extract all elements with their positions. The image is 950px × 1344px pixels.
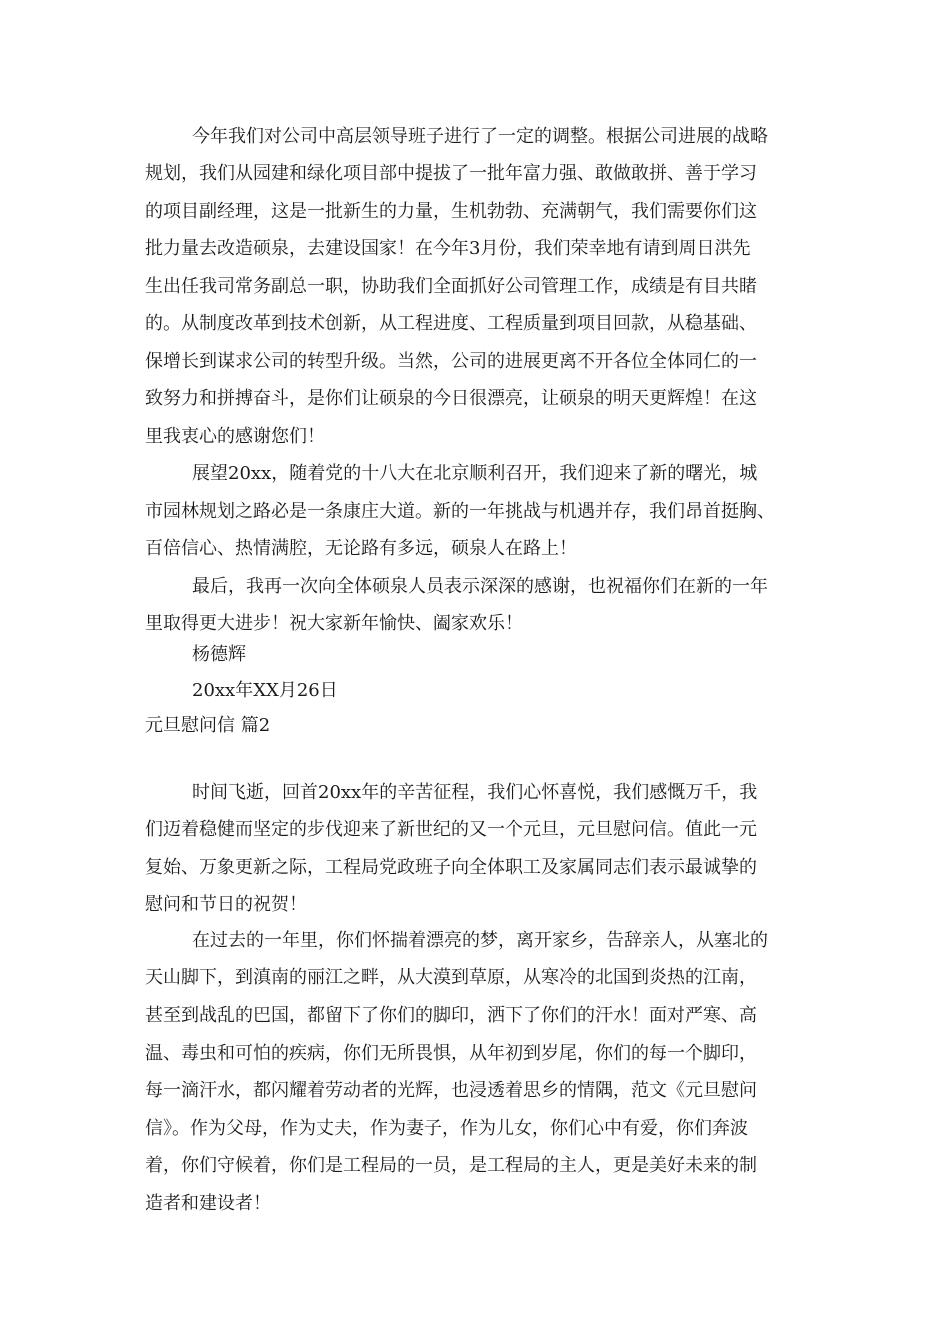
paragraph-line: 温、毒虫和可怕的疾病，你们无所畏惧，从年初到岁尾，你们的每一个脚印， bbox=[145, 1043, 757, 1064]
paragraph-line: 里取得更大进步！祝大家新年愉快、阖家欢乐！ bbox=[145, 613, 523, 634]
section-title: 元旦慰问信 篇2 bbox=[145, 715, 271, 736]
paragraph-line: 时间飞逝，回首20xx年的辛苦征程，我们心怀喜悦，我们感慨万千，我 bbox=[192, 782, 758, 803]
paragraph-line: 生出任我司常务副总一职，协助我们全面抓好公司管理工作，成绩是有目共睹 bbox=[145, 276, 757, 297]
paragraph-line: 里我衷心的感谢您们！ bbox=[145, 426, 325, 447]
paragraph-line: 规划，我们从园建和绿化项目部中提拔了一批年富力强、敢做敢拼、善于学习 bbox=[145, 163, 757, 184]
signature: 杨德辉 bbox=[192, 644, 246, 665]
paragraph-line: 着，你们守候着，你们是工程局的一员，是工程局的主人，更是美好未来的制 bbox=[145, 1155, 757, 1176]
paragraph-line: 慰问和节日的祝贺！ bbox=[145, 894, 307, 915]
paragraph-line: 每一滴汗水，都闪耀着劳动者的光辉，也浸透着思乡的情隅，范文《元旦慰问 bbox=[145, 1080, 757, 1101]
paragraph-line: 批力量去改造硕泉，去建设国家！在今年3月份，我们荣幸地有请到周日洪先 bbox=[145, 238, 751, 259]
paragraph-line: 复始、万象更新之际，工程局党政班子向全体职工及家属同志们表示最诚挚的 bbox=[145, 857, 757, 878]
paragraph-line: 信》。作为父母，作为丈夫，作为妻子，作为儿女，你们心中有爱，你们奔波 bbox=[145, 1118, 748, 1139]
paragraph-line: 百倍信心、热情满腔，无论路有多远，硕泉人在路上！ bbox=[145, 538, 577, 559]
paragraph-line: 致努力和拼搏奋斗，是你们让硕泉的今日很漂亮，让硕泉的明天更辉煌！在这 bbox=[145, 388, 757, 409]
paragraph-line: 甚至到战乱的巴国，都留下了你们的脚印，洒下了你们的汗水！面对严寒、高 bbox=[145, 1005, 757, 1026]
paragraph-line: 市园林规划之路必是一条康庄大道。新的一年挑战与机遇并存，我们昂首挺胸、 bbox=[145, 501, 775, 522]
paragraph-line: 的项目副经理，这是一批新生的力量，生机勃勃、充满朝气，我们需要你们这 bbox=[145, 201, 757, 222]
paragraph-line: 造者和建设者！ bbox=[145, 1193, 271, 1214]
paragraph-line: 今年我们对公司中高层领导班子进行了一定的调整。根据公司进展的战略 bbox=[192, 126, 768, 147]
paragraph-line: 的。从制度改革到技术创新，从工程进度、工程质量到项目回款，从稳基础、 bbox=[145, 313, 757, 334]
paragraph-line: 在过去的一年里，你们怀揣着漂亮的梦，离开家乡，告辞亲人，从塞北的 bbox=[192, 930, 768, 951]
paragraph-line: 们迈着稳健而坚定的步伐迎来了新世纪的又一个元旦，元旦慰问信。值此一元 bbox=[145, 819, 757, 840]
letter-date: 20xx年XX月26日 bbox=[192, 680, 338, 701]
paragraph-line: 最后，我再一次向全体硕泉人员表示深深的感谢，也祝福你们在新的一年 bbox=[192, 576, 768, 597]
paragraph-line: 天山脚下，到滇南的丽江之畔，从大漠到草原，从寒冷的北国到炎热的江南， bbox=[145, 967, 757, 988]
paragraph-line: 保增长到谋求公司的转型升级。当然，公司的进展更离不开各位全体同仁的一 bbox=[145, 351, 757, 372]
paragraph-line: 展望20xx，随着党的十八大在北京顺利召开，我们迎来了新的曙光，城 bbox=[192, 463, 758, 484]
